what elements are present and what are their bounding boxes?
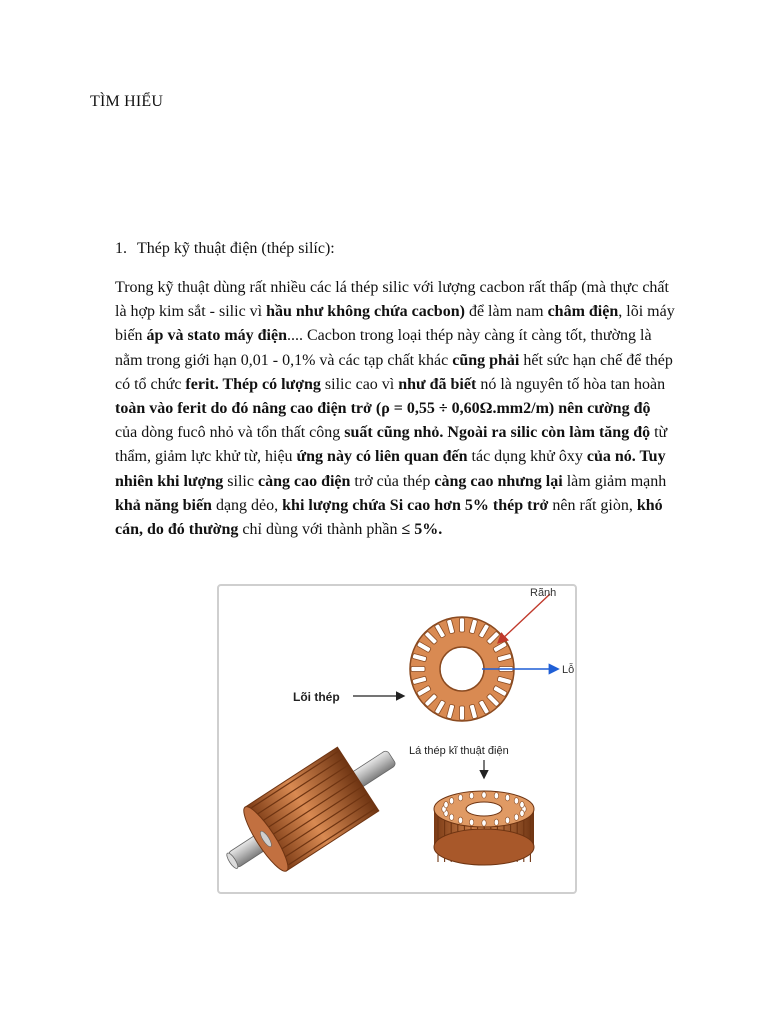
disc-slot xyxy=(411,667,425,672)
bold-text-run: áp và stato máy điện xyxy=(146,327,287,345)
bold-text-run: của nó. Tuy nhiên khi lượng xyxy=(115,448,666,490)
bold-text-run: ứng này có liên quan đến xyxy=(296,448,468,466)
lamination-stack xyxy=(434,791,534,865)
bold-text-run: châm điện xyxy=(547,303,619,321)
stack-top-slot xyxy=(458,795,462,801)
bold-text-run: ferit. Thép có lượng xyxy=(185,375,321,393)
section-title xyxy=(115,240,335,258)
text-run: hết sức hạn chế để thép có tổ chức xyxy=(115,351,673,393)
text-run: tác dụng khử ôxy xyxy=(467,448,587,466)
stack-top-slot xyxy=(482,792,486,798)
stack-top-slot xyxy=(505,817,509,823)
text-run: silic cao vì xyxy=(320,375,399,393)
stack-top-slot xyxy=(469,793,473,799)
slot-label: Rãnh xyxy=(530,587,557,599)
bold-text-run: khả năng biến xyxy=(115,496,212,514)
bold-text-run: toàn vào ferit do đó nâng cao điện trở (ρ = 0,55 ÷ 0,60Ω.mm2/m) nên cường độ xyxy=(115,400,651,418)
stack-top-slot xyxy=(505,795,509,801)
hole-label: Lỗ xyxy=(562,664,575,676)
stack-top-slot xyxy=(520,802,524,808)
stack-top-slot xyxy=(494,819,498,825)
bold-text-run: ≤ 5%. xyxy=(401,521,443,539)
stack-top-slot xyxy=(494,793,498,799)
bold-text-run: hầu như không chứa cacbon) xyxy=(266,303,465,321)
body-paragraph xyxy=(115,276,675,542)
stack-top-slot xyxy=(449,798,453,804)
text-run: Trong kỹ thuật dùng rất nhiều các lá thép silic với lượng cacbon rất thấp (mà thực chất là hợp kim sắt - silic vì xyxy=(115,279,669,321)
text-run: làm giảm mạnh xyxy=(562,472,667,490)
bold-text-run: khi lượng chứa Si cao hơn 5% thép trở xyxy=(282,496,549,514)
text-run: của dòng fucô nhỏ và tổn thất công xyxy=(115,424,345,442)
stack-top-slot xyxy=(444,802,448,808)
bold-text-run: càng cao nhưng lại xyxy=(434,472,563,490)
core-label: Lõi thép xyxy=(293,690,340,704)
disc-slot xyxy=(460,618,465,632)
steel-core-figure xyxy=(217,584,577,894)
stack-top-slot xyxy=(449,814,453,820)
text-run: .... Cacbon trong loại thép này càng ít càng tốt, thường là nằm trong giới hạn 0,01 - 0,1% và các tạp chất khác xyxy=(115,327,652,369)
text-run: trở của thép xyxy=(350,472,435,490)
bold-text-run: khó cán, do đó thường xyxy=(115,496,663,539)
text-run: để làm nam xyxy=(464,303,548,321)
text-run: nên rất giòn, xyxy=(548,496,637,514)
disc-slot xyxy=(460,706,465,720)
bold-text-run: càng cao điện xyxy=(257,472,351,490)
stack-top-slot xyxy=(514,814,518,820)
stack-top-slot xyxy=(514,798,518,804)
section-title-text: Thép kỹ thuật điện (thép silíc): xyxy=(137,240,335,257)
text-run: dạng dẻo, xyxy=(211,496,283,514)
bold-text-run: suất cũng nhỏ. Ngoài ra silic còn làm tăng độ xyxy=(344,424,651,442)
stack-top-slot xyxy=(458,817,462,823)
figure-illustration xyxy=(217,584,577,894)
lamination-label: Lá thép kĩ thuật điện xyxy=(409,745,509,757)
text-run: nó là nguyên tố hòa tan hoàn xyxy=(476,375,666,393)
stack-top-slot xyxy=(469,819,473,825)
page-heading: TÌM HIỂU xyxy=(90,93,164,110)
text-run: chỉ dùng với thành phần xyxy=(238,521,402,539)
bold-text-run: như đã biết xyxy=(398,375,477,393)
text-run: silic xyxy=(223,472,258,490)
text-run: từ thẩm, giảm lực khử từ, hiệu xyxy=(115,424,668,466)
bold-text-run: cũng phải xyxy=(452,351,520,369)
text-run: , lõi máy biến xyxy=(115,303,675,345)
stack-top-slot xyxy=(520,810,524,816)
center-hole xyxy=(440,647,484,691)
section-number: 1. xyxy=(115,240,127,257)
stack-top-slot xyxy=(482,820,486,826)
